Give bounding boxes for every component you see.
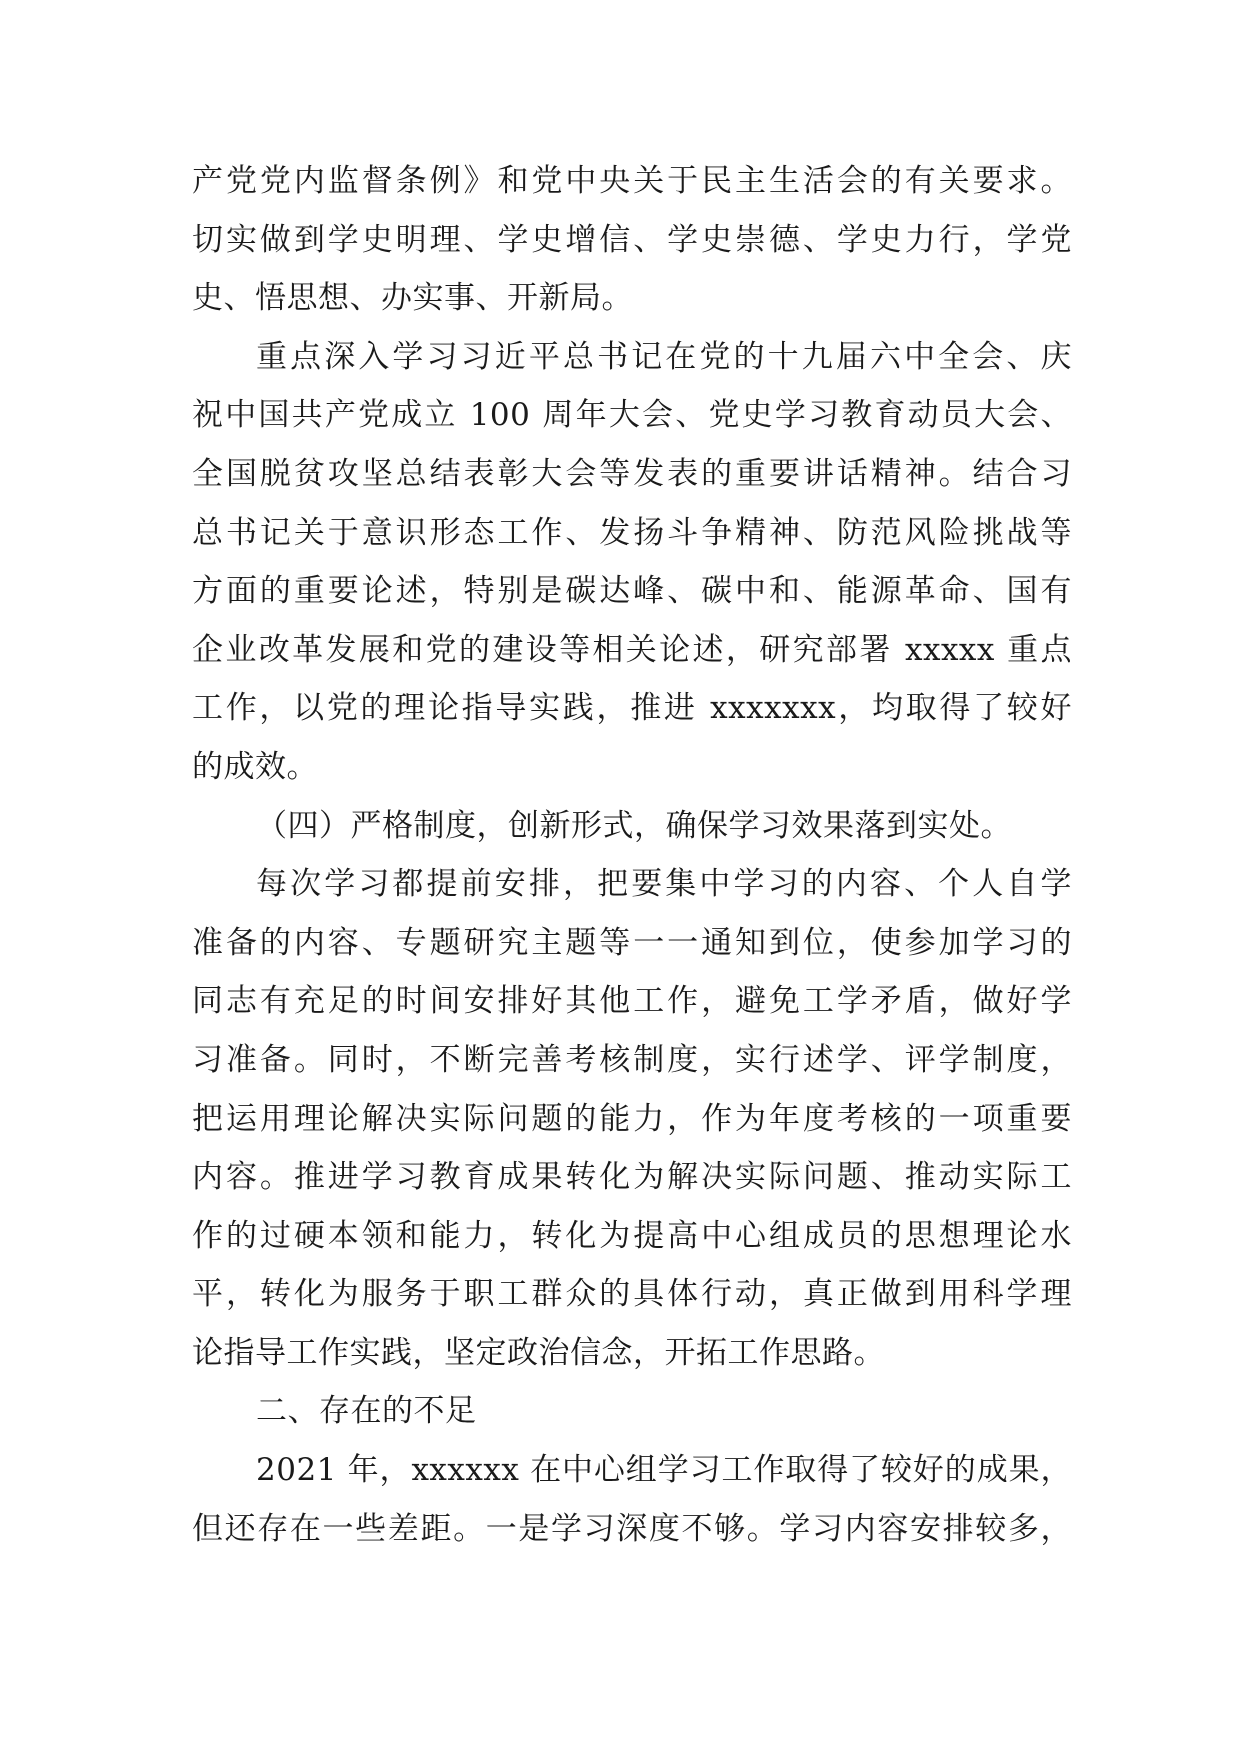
text-line: 总书记关于意识形态工作、发扬斗争精神、防范风险挑战等 xyxy=(192,514,1072,551)
text-line: 工作，以党的理论指导实践，推进 xxxxxxx，均取得了较好 xyxy=(192,690,1072,727)
section-heading: （四）严格制度，创新形式，确保学习效果落到实处。 xyxy=(256,807,1012,844)
text-line: 把运用理论解决实际问题的能力，作为年度考核的一项重要 xyxy=(192,1100,1072,1137)
text-line: 每次学习都提前安排，把要集中学习的内容、个人自学 xyxy=(256,866,1072,903)
text-line: 同志有充足的时间安排好其他工作，避免工学矛盾，做好学 xyxy=(192,983,1072,1020)
text-line: 重点深入学习习近平总书记在党的十九届六中全会、庆 xyxy=(256,338,1072,375)
section-heading: 二、存在的不足 xyxy=(256,1393,477,1430)
text-line: 平，转化为服务于职工群众的具体行动，真正做到用科学理 xyxy=(192,1276,1072,1313)
document-body xyxy=(192,152,1072,1558)
text-line: 但还存在一些差距。一是学习深度不够。学习内容安排较多， xyxy=(192,1510,1072,1547)
text-line: 全国脱贫攻坚总结表彰大会等发表的重要讲话精神。结合习 xyxy=(192,455,1072,492)
text-line: 产党党内监督条例》和党中央关于民主生活会的有关要求。 xyxy=(192,163,1072,199)
text-line: 习准备。同时，不断完善考核制度，实行述学、评学制度， xyxy=(192,1041,1072,1078)
text-line: 论指导工作实践，坚定政治信念，开拓工作思路。 xyxy=(192,1334,885,1371)
text-line: 2021 年，xxxxxx 在中心组学习工作取得了较好的成果， xyxy=(256,1452,1072,1489)
text-line: 史、悟思想、办实事、开新局。 xyxy=(192,280,633,317)
text-line: 切实做到学史明理、学史增信、学史崇德、学史力行，学党 xyxy=(192,221,1072,258)
text-line: 方面的重要论述，特别是碳达峰、碳中和、能源革命、国有 xyxy=(192,573,1072,610)
text-line: 的成效。 xyxy=(192,748,318,785)
text-line: 作的过硬本领和能力，转化为提高中心组成员的思想理论水 xyxy=(192,1217,1072,1254)
text-line: 祝中国共产党成立 100 周年大会、党史学习教育动员大会、 xyxy=(192,397,1072,434)
text-line: 企业改革发展和党的建设等相关论述，研究部署 xxxxx 重点 xyxy=(192,631,1072,668)
text-line: 内容。推进学习教育成果转化为解决实际问题、推动实际工 xyxy=(192,1159,1072,1196)
text-line: 准备的内容、专题研究主题等一一通知到位，使参加学习的 xyxy=(192,924,1072,961)
